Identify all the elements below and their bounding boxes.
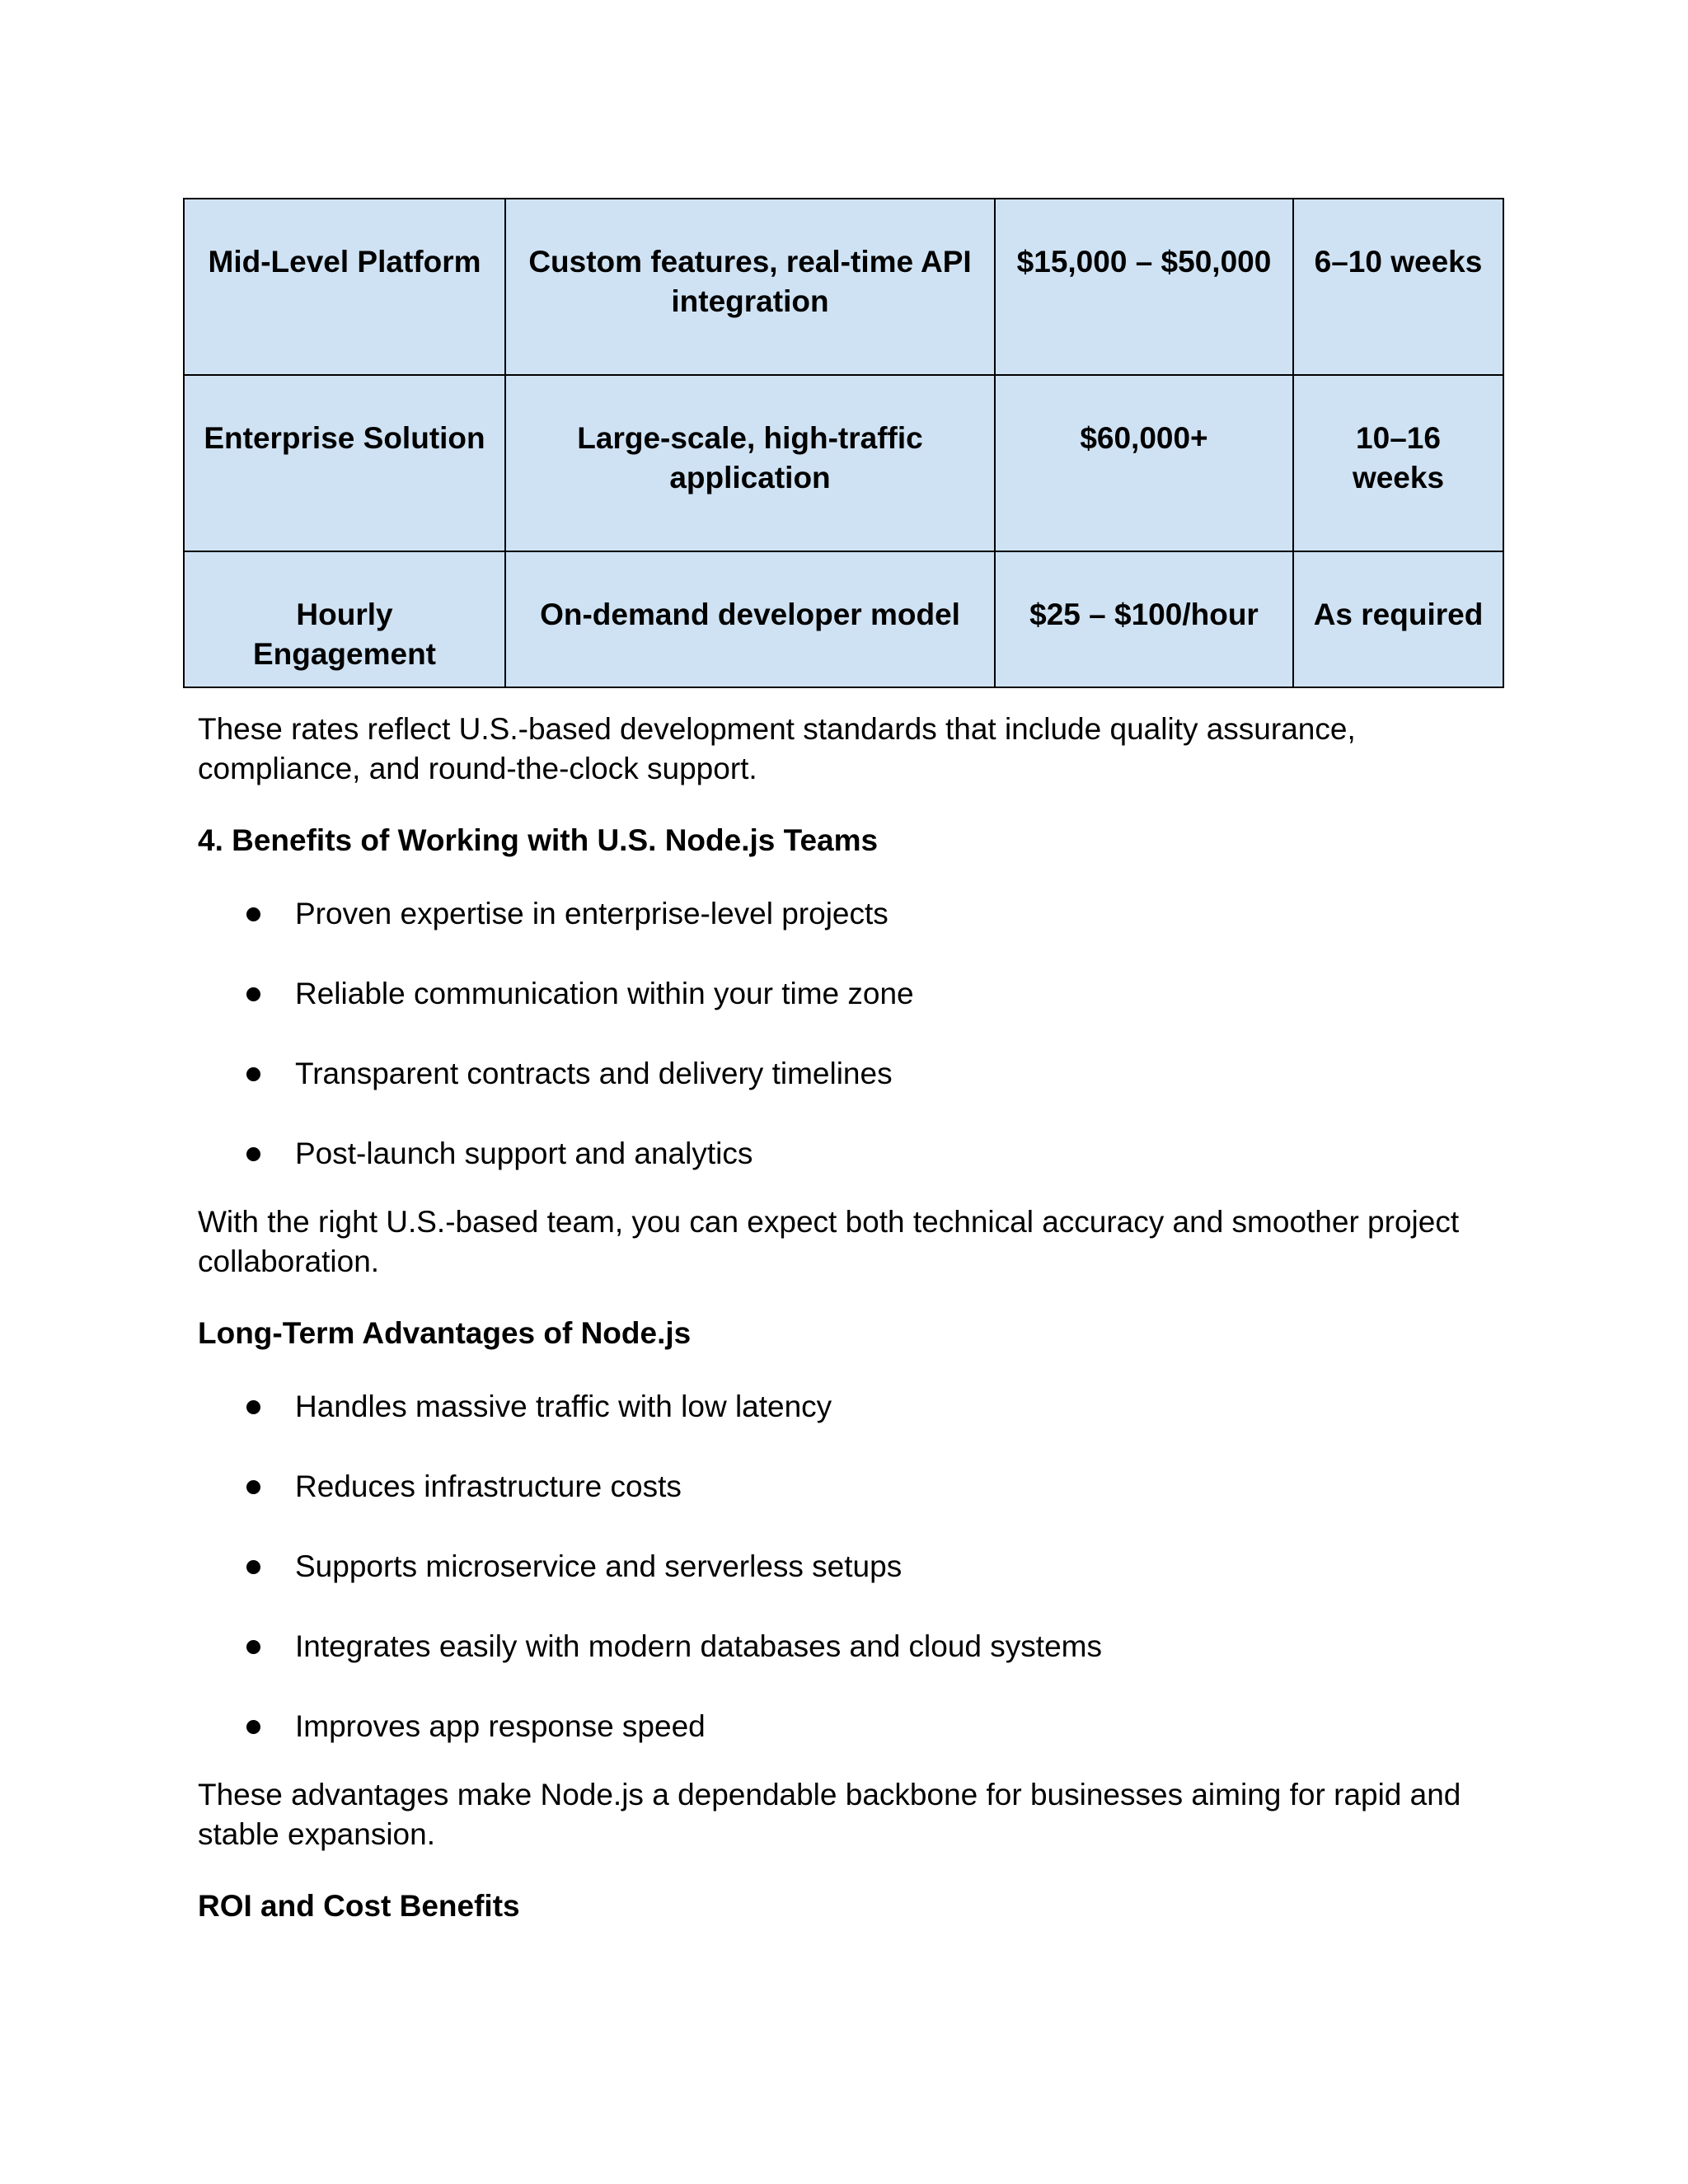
list-item	[198, 974, 914, 1014]
bullet-icon	[246, 1720, 260, 1734]
advantages-list	[198, 1387, 1102, 1787]
table-row	[184, 375, 1503, 551]
table-cell-timeline: 6–10 weeks	[1293, 199, 1503, 375]
advantages-closing-paragraph: These advantages make Node.js a dependable backbone for businesses aiming for rapid and stable expansion.	[198, 1778, 1461, 1851]
list-item-text: Supports microservice and serverless setups	[295, 1549, 903, 1583]
list-item-text: Reliable communication within your time zone	[295, 977, 914, 1010]
list-item	[198, 1627, 1102, 1666]
table-cell-description: Large-scale, high-traffic application	[505, 375, 995, 551]
advantages-heading: Long-Term Advantages of Node.js	[198, 1316, 692, 1350]
list-item	[198, 1707, 1102, 1746]
list-item	[198, 1387, 1102, 1427]
bullet-icon	[246, 1147, 260, 1161]
list-item-text: Proven expertise in enterprise-level projects	[295, 897, 889, 930]
table-cell-timeline: As required	[1293, 551, 1503, 687]
benefits-heading: 4. Benefits of Working with U.S. Node.js Teams	[198, 823, 879, 857]
list-item	[198, 1467, 1102, 1507]
bullet-icon	[246, 987, 260, 1001]
bullet-icon	[246, 1067, 260, 1081]
list-item-text: Integrates easily with modern databases and cloud systems	[295, 1629, 1102, 1663]
bullet-icon	[246, 1480, 260, 1494]
bullet-icon	[246, 1560, 260, 1574]
bullet-icon	[246, 1400, 260, 1414]
list-item-text: Reduces infrastructure costs	[295, 1469, 682, 1503]
table-cell-tier: Enterprise Solution	[184, 375, 505, 551]
table-row	[184, 551, 1503, 687]
table-row	[184, 199, 1503, 375]
benefits-list	[198, 894, 914, 1214]
table-cell-cost: $25 – $100/hour	[995, 551, 1293, 687]
list-item-text: Handles massive traffic with low latency	[295, 1390, 832, 1423]
table-cell-tier: Mid-Level Platform	[184, 199, 505, 375]
table-cell-cost: $15,000 – $50,000	[995, 199, 1293, 375]
table-cell-cost: $60,000+	[995, 375, 1293, 551]
table-cell-description: Custom features, real-time API integration	[505, 199, 995, 375]
benefits-closing-paragraph: With the right U.S.-based team, you can expect both technical accuracy and smoother project collaboration.	[198, 1205, 1460, 1278]
pricing-table	[183, 198, 1504, 688]
list-item	[198, 1547, 1102, 1586]
list-item-text: Transparent contracts and delivery timelines	[295, 1057, 893, 1090]
table-cell-description: On-demand developer model	[505, 551, 995, 687]
list-item	[198, 894, 914, 934]
bullet-icon	[246, 907, 260, 921]
bullet-icon	[246, 1640, 260, 1654]
table-cell-tier: Hourly Engagement	[184, 551, 505, 687]
rates-note-paragraph: These rates reflect U.S.-based development standards that include quality assurance, compliance, and round-the-clock support.	[198, 712, 1356, 785]
list-item-text: Improves app response speed	[295, 1709, 706, 1743]
list-item	[198, 1134, 914, 1174]
table-cell-timeline: 10–16 weeks	[1293, 375, 1503, 551]
list-item	[198, 1054, 914, 1094]
list-item-text: Post-launch support and analytics	[295, 1137, 753, 1170]
roi-heading: ROI and Cost Benefits	[198, 1889, 520, 1923]
